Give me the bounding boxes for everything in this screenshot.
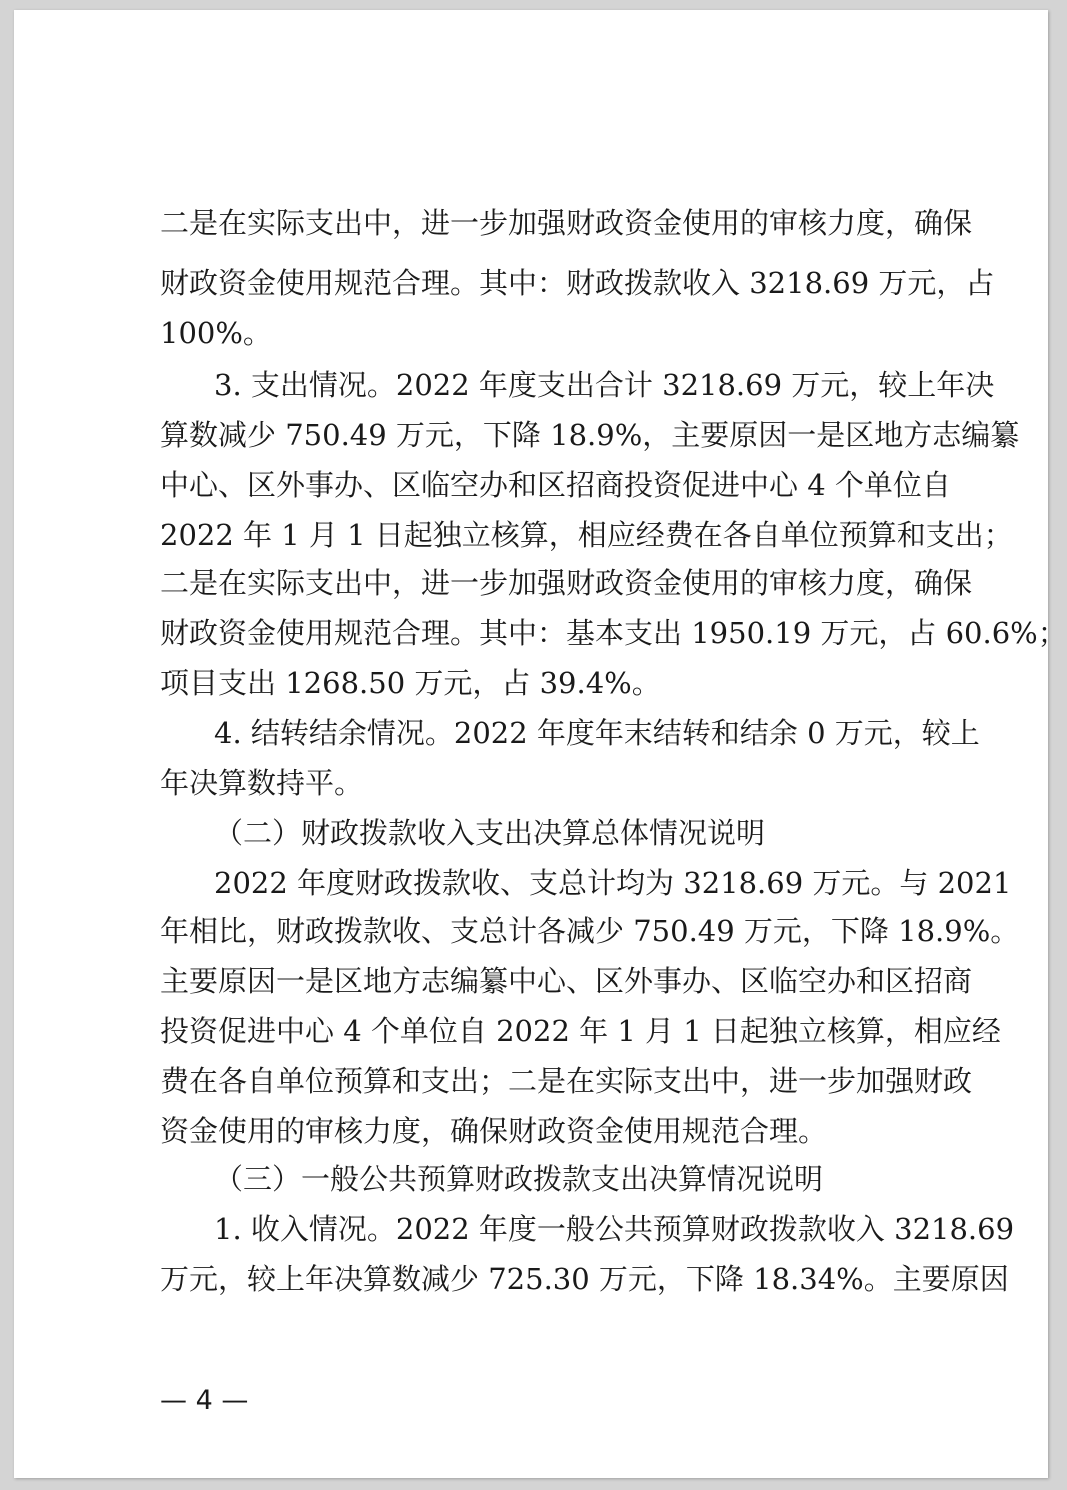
text-line: 年相比，财政拨款收、支总计各减少 750.49 万元，下降 18.9%。 [160,914,1020,948]
text-line: 4. 结转结余情况。2022 年度年末结转和结余 0 万元，较上 [214,716,980,750]
text-line: 二是在实际支出中，进一步加强财政资金使用的审核力度，确保 [160,206,973,240]
text-line: 万元，较上年决算数减少 725.30 万元，下降 18.34%。主要原因 [160,1262,1009,1296]
text-line: 2022 年度财政拨款收、支总计均为 3218.69 万元。与 2021 [214,866,1012,900]
text-line: 100%。 [160,316,272,350]
text-line: 资金使用的审核力度，确保财政资金使用规范合理。 [160,1114,828,1148]
section-heading: （三）一般公共预算财政拨款支出决算情况说明 [214,1162,824,1196]
text-line: 投资促进中心 4 个单位自 2022 年 1 月 1 日起独立核算，相应经 [160,1014,1001,1048]
text-line: 算数减少 750.49 万元，下降 18.9%，主要原因一是区地方志编纂 [160,418,1020,452]
text-line: 1. 收入情况。2022 年度一般公共预算财政拨款收入 3218.69 [214,1212,1015,1246]
section-heading: （二）财政拨款收入支出决算总体情况说明 [214,816,766,850]
text-line: 财政资金使用规范合理。其中：基本支出 1950.19 万元，占 60.6%； [160,616,1067,650]
text-line: 财政资金使用规范合理。其中：财政拨款收入 3218.69 万元，占 [160,266,995,300]
page-number: — 4 — [160,1385,249,1416]
text-line: 3. 支出情况。2022 年度支出合计 3218.69 万元，较上年决 [214,368,995,402]
text-line: 项目支出 1268.50 万元，占 39.4%。 [160,666,661,700]
text-line: 2022 年 1 月 1 日起独立核算，相应经费在各自单位预算和支出； [160,518,1013,552]
text-line: 中心、区外事办、区临空办和区招商投资促进中心 4 个单位自 [160,468,951,502]
text-line: 主要原因一是区地方志编纂中心、区外事办、区临空办和区招商 [160,964,973,998]
document-page [14,10,1067,1478]
text-line: 费在各自单位预算和支出；二是在实际支出中，进一步加强财政 [160,1064,973,1098]
text-line: 年决算数持平。 [160,766,364,800]
text-line: 二是在实际支出中，进一步加强财政资金使用的审核力度，确保 [160,566,973,600]
